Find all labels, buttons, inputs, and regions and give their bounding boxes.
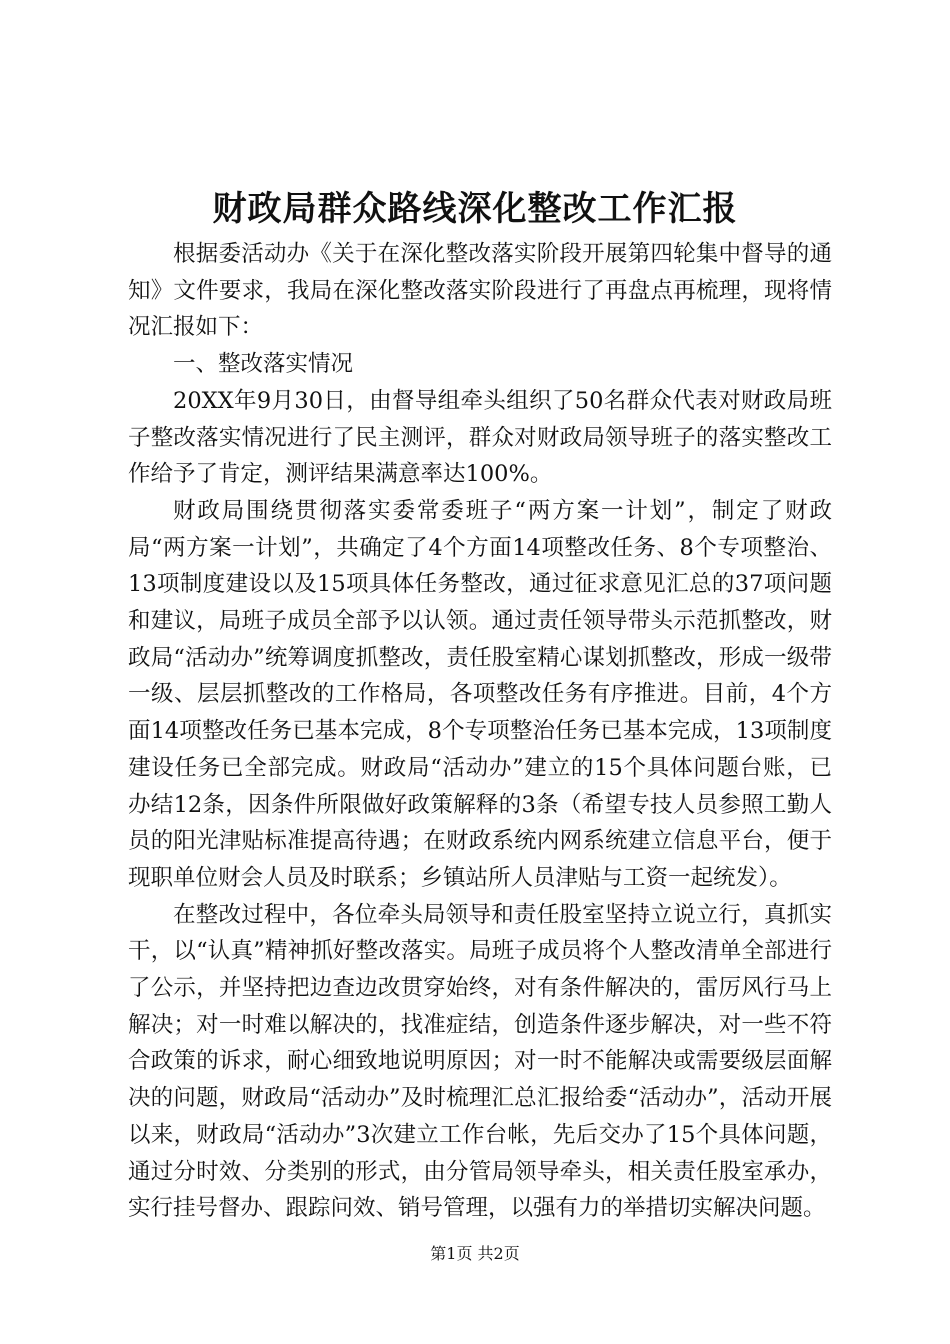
section-heading: 一、整改落实情况 [173, 351, 354, 378]
paragraph-evaluation: 20XX年9月30日，由督导组牵头组织了50名群众代表对财政局班子整改落实情况进行了民主测评，群众对财政局领导班子的落实整改工作给予了肯定，测评结果满意率达100%。 [128, 387, 832, 488]
page-footer: 第1页 共2页 [430, 1244, 520, 1263]
document-title: 财政局群众路线深化整改工作汇报 [212, 189, 738, 229]
paragraph-plan: 财政局围绕贯彻落实委常委班子“两方案一计划”，制定了财政局“两方案一计划”，共确定了4个方面14项整改任务、8个专项整治、13项制度建设以及15项具体任务整改，通过征求意见汇总的37项问题和建议，局班子成员全部予以认领。通过责任领导带头示范抓整改，财政局“活动办”统筹调度抓整改，责任股室精心谋划抓整改，形成一级带一级、层层抓整改的工作格局，各项整改任务有序推进。目前，4个方面14项整改任务已基本完成，8个专项整治任务已基本完成，13项制度建设任务已全部完成。财政局“活动办”建立的15个具体问题台账，已办结12条，因条件所限做好政策解释的3条（希望专技人员参照工勤人员的阳光津贴标准提高待遇；在财政系统内网系统建立信息平台，便于现职单位财会人员及时联系；乡镇站所人员津贴与工资一起统发）。 [128, 497, 832, 891]
paragraph-intro: 根据委活动办《关于在深化整改落实阶段开展第四轮集中督导的通知》文件要求，我局在深化整改落实阶段进行了再盘点再梳理，现将情况汇报如下： [128, 241, 832, 341]
paragraph-process: 在整改过程中，各位牵头局领导和责任股室坚持立说立行，真抓实干，以“认真”精神抓好整改落实。局班子成员将个人整改清单全部进行了公示，并坚持把边查边改贯穿始终，对有条件解决的，雷厉风行马上解决；对一时难以解决的，找准症结，创造条件逐步解决，对一些不符合政策的诉求，耐心细致地说明原因；对一时不能解决或需要级层面解决的问题，财政局“活动办”及时梳理汇总汇报给委“活动办”，活动开展以来，财政局“活动办”3次建立工作台帐，先后交办了15个具体问题，通过分时效、分类别的形式，由分管局领导牵头，相关责任股室承办，实行挂号督办、跟踪问效、销号管理，以强有力的举措切实解决问题。 [128, 901, 832, 1222]
document-body [128, 236, 832, 1227]
